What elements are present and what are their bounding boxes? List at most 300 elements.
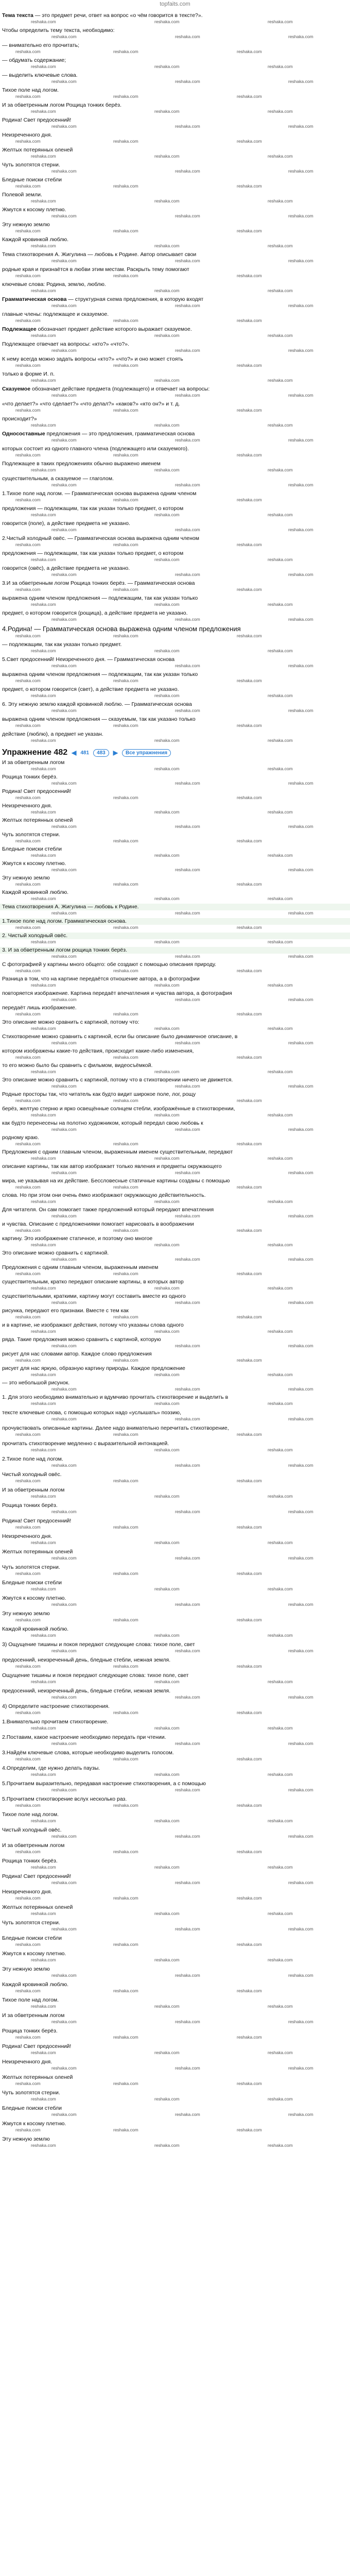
- watermark-text: reshaka.com: [15, 795, 41, 800]
- watermark-text: reshaka.com: [288, 1880, 313, 1885]
- watermark-row: [0, 1571, 350, 1580]
- watermark-text: reshaka.com: [288, 910, 313, 916]
- watermark-text: reshaka.com: [268, 1818, 293, 1823]
- watermark-text: reshaka.com: [154, 648, 180, 653]
- watermark-text: reshaka.com: [154, 1911, 180, 1916]
- watermark-text: reshaka.com: [51, 168, 77, 174]
- text-line: 5.Прочитаем стихотворение вслух несколько раз.: [2, 1796, 127, 1802]
- watermark-text: reshaka.com: [31, 602, 56, 607]
- watermark-text: reshaka.com: [31, 154, 56, 159]
- term: Односоставные: [2, 431, 45, 437]
- text-line: Тема стихотворения А. Жигулина — любовь к Родине.: [0, 904, 350, 910]
- watermark-text: reshaka.com: [113, 1571, 138, 1576]
- watermark-row: [0, 1926, 350, 1935]
- prev-exercise-link[interactable]: 481: [80, 750, 90, 756]
- watermark-text: reshaka.com: [51, 1787, 77, 1792]
- watermark-row: [0, 633, 350, 641]
- text-line: то его можно было бы сравнить с фильмом, видеосъёмкой.: [2, 1062, 153, 1069]
- watermark-text: reshaka.com: [288, 1926, 313, 1931]
- watermark-text: reshaka.com: [154, 1372, 180, 1377]
- watermark-text: reshaka.com: [237, 1895, 262, 1901]
- watermark-text: reshaka.com: [51, 2019, 77, 2024]
- watermark-text: reshaka.com: [31, 982, 56, 988]
- watermark-text: reshaka.com: [237, 1098, 262, 1103]
- text-line: Подлежащее отвечает на вопросы: «кто?» «что?».: [2, 341, 129, 347]
- watermark-row: [0, 1834, 350, 1842]
- watermark-text: reshaka.com: [31, 1447, 56, 1452]
- watermark-text: reshaka.com: [51, 1170, 77, 1175]
- text-line: 4.Определим, где нужно делать паузы.: [2, 1765, 100, 1771]
- watermark-text: reshaka.com: [154, 1285, 180, 1291]
- watermark-text: reshaka.com: [175, 527, 200, 532]
- watermark-text: reshaka.com: [237, 1571, 262, 1576]
- watermark-row: [0, 1818, 350, 1827]
- watermark-row: [0, 1329, 350, 1336]
- text-line: передаёт лишь изображение.: [2, 1005, 77, 1011]
- watermark-text: reshaka.com: [31, 1026, 56, 1031]
- watermark-text: reshaka.com: [237, 1228, 262, 1233]
- text-line: Предложения с одним главным членом, выраженным именем существительным, передают: [2, 1149, 233, 1155]
- watermark-text: reshaka.com: [268, 1156, 293, 1161]
- text-line: [0, 386, 350, 393]
- watermark-text: reshaka.com: [51, 213, 77, 218]
- text-line: мира, не указывая на их действие. Бессловесные статичные картины созданы с помощью: [2, 1178, 230, 1184]
- text-line: И за обветренным логом: [2, 2012, 65, 2019]
- text-line: Неизреченного дня.: [2, 132, 52, 138]
- watermark-text: reshaka.com: [288, 1416, 313, 1421]
- watermark-row: [0, 1098, 350, 1106]
- watermark-text: reshaka.com: [175, 1555, 200, 1561]
- watermark-text: reshaka.com: [237, 1011, 262, 1016]
- watermark-text: reshaka.com: [268, 1069, 293, 1074]
- text-line: [0, 12, 350, 19]
- watermark-text: reshaka.com: [31, 1242, 56, 1247]
- watermark-text: reshaka.com: [51, 1040, 77, 1045]
- watermark-text: reshaka.com: [113, 1141, 138, 1146]
- watermark-text: reshaka.com: [237, 2081, 262, 2086]
- text-line: предмет, о котором говорится (рощица), а действие предмета не указано.: [2, 610, 188, 616]
- text-line: прочитать стихотворение медленно с выразительной интонацией.: [2, 1440, 169, 1447]
- watermark-row: [0, 663, 350, 671]
- watermark-text: reshaka.com: [175, 1257, 200, 1262]
- watermark-text: reshaka.com: [154, 1586, 180, 1591]
- watermark-text: reshaka.com: [288, 393, 313, 398]
- text-line: С фотографией у картины много общего: обе создают с помощью описания природу.: [2, 961, 216, 968]
- text-line: Родина! Свет предосенний!: [2, 1518, 72, 1524]
- watermark-text: reshaka.com: [268, 467, 293, 472]
- text-line: 2.Поставим, какое настроение необходимо передать при чтении.: [2, 1734, 166, 1740]
- watermark-row: [0, 1849, 350, 1858]
- watermark-text: reshaka.com: [288, 213, 313, 218]
- watermark-text: reshaka.com: [31, 557, 56, 562]
- watermark-text: reshaka.com: [113, 49, 138, 54]
- watermark-text: reshaka.com: [175, 303, 200, 308]
- watermark-text: reshaka.com: [237, 633, 262, 638]
- watermark-row: [0, 1694, 350, 1703]
- text-line: ключевые слова: Родина, землю, люблю.: [2, 281, 106, 287]
- watermark-text: reshaka.com: [51, 954, 77, 959]
- watermark-text: reshaka.com: [288, 663, 313, 668]
- text-line: выражена одним членом предложения — сказуемым, так как указано только: [2, 716, 196, 722]
- watermark-text: reshaka.com: [51, 482, 77, 487]
- watermark-text: reshaka.com: [268, 2096, 293, 2102]
- watermark-text: reshaka.com: [15, 678, 41, 683]
- watermark-text: reshaka.com: [288, 1083, 313, 1089]
- watermark-row: [0, 1679, 350, 1688]
- definition: — структурная схема предложения, в которую входят: [66, 296, 204, 302]
- watermark-text: reshaka.com: [51, 1300, 77, 1305]
- watermark-text: reshaka.com: [288, 1127, 313, 1132]
- text-line: 2.Чистый холодный овёс. — Грамматическая основа выражена одним членом: [2, 535, 199, 541]
- watermark-row: [0, 1973, 350, 1981]
- text-line: предосенний, неизреченный день, бледные стебли, нежная земля.: [2, 1657, 171, 1663]
- watermark-text: reshaka.com: [154, 1242, 180, 1247]
- watermark-text: reshaka.com: [15, 1271, 41, 1276]
- watermark-row: [0, 2081, 350, 2090]
- watermark-text: reshaka.com: [113, 2127, 138, 2132]
- text-line: Это описание можно сравнить с картиной, потому что:: [2, 1019, 139, 1025]
- watermark-text: reshaka.com: [154, 1156, 180, 1161]
- watermark-text: reshaka.com: [288, 482, 313, 487]
- watermark-text: reshaka.com: [154, 1494, 180, 1499]
- text-line: происходит?»: [2, 416, 37, 422]
- watermark-row: [0, 2019, 350, 2028]
- watermark-text: reshaka.com: [31, 2004, 56, 2009]
- watermark-row: [0, 1416, 350, 1425]
- watermark-text: reshaka.com: [288, 34, 313, 39]
- text-line: Каждой кровинкой люблю.: [2, 1981, 69, 1988]
- text-line: существительным, а сказуемое — глаголом.: [2, 476, 114, 482]
- watermark-row: [0, 795, 350, 803]
- watermark-text: reshaka.com: [288, 1973, 313, 1978]
- watermark-row: [0, 1314, 350, 1322]
- text-line: Стихотворение можно сравнить с картиной, если бы описание было динамичное описание, в: [2, 1033, 238, 1040]
- watermark-text: reshaka.com: [154, 64, 180, 69]
- watermark-row: [0, 1633, 350, 1641]
- watermark-text: reshaka.com: [175, 824, 200, 829]
- text-line: рисует для нас яркую, образную картину природы. Каждое предложение: [2, 1365, 185, 1371]
- watermark-text: reshaka.com: [31, 1329, 56, 1334]
- text-line: Чтобы определить тему текста, необходимо:: [2, 27, 115, 33]
- watermark-text: reshaka.com: [51, 124, 77, 129]
- watermark-row: [0, 853, 350, 860]
- watermark-row: [0, 1026, 350, 1033]
- watermark-text: reshaka.com: [154, 853, 180, 858]
- watermark-text: reshaka.com: [113, 318, 138, 323]
- watermark-text: reshaka.com: [31, 1540, 56, 1545]
- watermark-text: reshaka.com: [113, 838, 138, 843]
- text-line: Полевой земли.: [2, 192, 42, 198]
- watermark-text: reshaka.com: [154, 1957, 180, 1962]
- watermark-text: reshaka.com: [175, 393, 200, 398]
- watermark-text: reshaka.com: [31, 378, 56, 383]
- watermark-text: reshaka.com: [175, 34, 200, 39]
- all-exercises-link[interactable]: Все упражнения: [122, 749, 171, 757]
- text-line: Чуть золотятся стерни.: [2, 2090, 60, 2096]
- text-line: Рощица тонких берёз.: [2, 2028, 58, 2034]
- watermark-row: [0, 838, 350, 846]
- watermark-text: reshaka.com: [154, 1401, 180, 1406]
- text-line: [0, 296, 350, 303]
- watermark-text: reshaka.com: [154, 467, 180, 472]
- text-line: Желтых потерянных оленей: [2, 147, 73, 153]
- watermark-text: reshaka.com: [15, 1664, 41, 1669]
- watermark-text: reshaka.com: [268, 1540, 293, 1545]
- watermark-row: [0, 2004, 350, 2012]
- watermark-text: reshaka.com: [268, 557, 293, 562]
- watermark-text: reshaka.com: [113, 882, 138, 887]
- watermark-row: [0, 2096, 350, 2105]
- watermark-text: reshaka.com: [288, 1300, 313, 1305]
- watermark-text: reshaka.com: [51, 34, 77, 39]
- watermark-row: [0, 1602, 350, 1611]
- text-line: Неизреченного дня.: [2, 1533, 52, 1539]
- watermark-text: reshaka.com: [113, 1055, 138, 1060]
- watermark-text: reshaka.com: [51, 1083, 77, 1089]
- watermark-text: reshaka.com: [237, 1358, 262, 1363]
- watermark-text: reshaka.com: [51, 867, 77, 872]
- text-line: «что делает?» «что сделает?» «что делал?» «каков?» «кто он?» и т. д.: [2, 401, 180, 407]
- watermark-text: reshaka.com: [175, 258, 200, 263]
- watermark-row: [0, 1741, 350, 1750]
- watermark-text: reshaka.com: [51, 348, 77, 353]
- watermark-row: [0, 693, 350, 701]
- watermark-text: reshaka.com: [288, 572, 313, 577]
- watermark-text: reshaka.com: [113, 1011, 138, 1016]
- watermark-text: reshaka.com: [15, 139, 41, 144]
- definition: — это предмет речи, ответ на вопрос «о чём говорится в тексте?».: [33, 12, 203, 19]
- watermark-row: [0, 1494, 350, 1502]
- watermark-row: [0, 183, 350, 192]
- watermark-row: [0, 1083, 350, 1091]
- text-line: И за обветренным логом: [2, 1487, 65, 1493]
- watermark-text: reshaka.com: [268, 693, 293, 698]
- watermark-row: [0, 243, 350, 251]
- watermark-row: [0, 968, 350, 976]
- watermark-row: [0, 408, 350, 416]
- watermark-text: reshaka.com: [175, 2065, 200, 2071]
- tasks-block: [0, 1394, 350, 2151]
- watermark-text: reshaka.com: [175, 1343, 200, 1348]
- watermark-text: reshaka.com: [175, 437, 200, 443]
- watermark-row: [0, 766, 350, 774]
- watermark-text: reshaka.com: [15, 1895, 41, 1901]
- watermark-text: reshaka.com: [113, 273, 138, 278]
- site-header: topfaits.com: [160, 1, 190, 7]
- definition: предложения — это предложения, грамматическая основа: [45, 431, 195, 437]
- watermark-text: reshaka.com: [175, 79, 200, 84]
- watermark-text: reshaka.com: [237, 228, 262, 233]
- watermark-row: [0, 587, 350, 595]
- watermark-text: reshaka.com: [31, 766, 56, 771]
- watermark-row: [0, 1343, 350, 1351]
- text-line: тексте ключевые слова, с помощью которых надо «услышать» поэзию,: [2, 1410, 181, 1416]
- watermark-row: [0, 997, 350, 1005]
- watermark-row: [0, 512, 350, 520]
- watermark-text: reshaka.com: [51, 1973, 77, 1978]
- watermark-text: reshaka.com: [15, 838, 41, 843]
- text-line: 5.Прочитаем выразительно, передавая настроение стихотворения, а с помощью: [2, 1781, 206, 1787]
- watermark-text: reshaka.com: [113, 1314, 138, 1319]
- watermark-text: reshaka.com: [268, 1401, 293, 1406]
- watermark-text: reshaka.com: [237, 1710, 262, 1715]
- text-line: главные члены: подлежащее и сказуемое.: [2, 311, 109, 317]
- next-arrow-icon[interactable]: ▶: [113, 749, 118, 756]
- watermark-text: reshaka.com: [113, 723, 138, 728]
- watermark-text: reshaka.com: [175, 954, 200, 959]
- watermark-text: reshaka.com: [237, 1942, 262, 1947]
- watermark-text: reshaka.com: [113, 183, 138, 189]
- watermark-text: reshaka.com: [268, 1329, 293, 1334]
- watermark-text: reshaka.com: [288, 1257, 313, 1262]
- watermark-text: reshaka.com: [154, 2050, 180, 2055]
- watermark-text: reshaka.com: [154, 939, 180, 944]
- watermark-text: reshaka.com: [175, 2019, 200, 2024]
- watermark-text: reshaka.com: [288, 258, 313, 263]
- watermark-text: reshaka.com: [113, 542, 138, 547]
- watermark-row: [0, 824, 350, 832]
- watermark-text: reshaka.com: [15, 2035, 41, 2040]
- text-line: говорится (поле), а действие предмета не указано.: [2, 520, 130, 527]
- watermark-text: reshaka.com: [154, 19, 180, 24]
- prev-arrow-icon[interactable]: ◀: [72, 749, 77, 756]
- watermark-text: reshaka.com: [175, 1602, 200, 1607]
- watermark-row: [0, 213, 350, 222]
- watermark-text: reshaka.com: [268, 1242, 293, 1247]
- watermark-text: reshaka.com: [154, 333, 180, 338]
- watermark-text: reshaka.com: [237, 139, 262, 144]
- watermark-text: reshaka.com: [288, 1343, 313, 1348]
- watermark-text: reshaka.com: [15, 633, 41, 638]
- watermark-row: [0, 1358, 350, 1365]
- watermark-text: reshaka.com: [51, 1257, 77, 1262]
- watermark-row: [0, 1555, 350, 1564]
- watermark-text: reshaka.com: [15, 1617, 41, 1622]
- watermark-text: reshaka.com: [154, 1069, 180, 1074]
- text-line: 4.Родина! — Грамматическая основа выражена одним членом предложения: [2, 625, 241, 633]
- watermark-row: [0, 1664, 350, 1672]
- watermark-text: reshaka.com: [237, 925, 262, 930]
- watermark-text: reshaka.com: [31, 422, 56, 428]
- watermark-row: [0, 154, 350, 162]
- watermark-row: [0, 1199, 350, 1207]
- watermark-text: reshaka.com: [31, 1957, 56, 1962]
- watermark-text: reshaka.com: [154, 1329, 180, 1334]
- watermark-text: reshaka.com: [15, 363, 41, 368]
- watermark-text: reshaka.com: [288, 708, 313, 713]
- answer-block: [0, 759, 350, 1394]
- watermark-text: reshaka.com: [15, 1710, 41, 1715]
- text-line: Предложения с одним главным членом, выраженным именем: [2, 1264, 159, 1270]
- text-line: котором изображены какие-то действия, происходит какие-либо изменения,: [2, 1048, 194, 1054]
- watermark-row: [0, 1069, 350, 1077]
- text-line: Каждой кровинкой люблю.: [2, 236, 69, 243]
- text-line: Бледные поиски стебли: [2, 177, 62, 183]
- watermark-text: reshaka.com: [268, 19, 293, 24]
- definition: обозначает предмет действие которого выражает сказуемое.: [36, 326, 192, 332]
- watermark-text: reshaka.com: [31, 1772, 56, 1777]
- watermark-text: reshaka.com: [288, 1694, 313, 1700]
- theory-block: [0, 12, 350, 746]
- watermark-text: reshaka.com: [15, 1184, 41, 1190]
- watermark-text: reshaka.com: [51, 2112, 77, 2117]
- watermark-text: reshaka.com: [237, 1314, 262, 1319]
- watermark-row: [0, 1524, 350, 1533]
- watermark-text: reshaka.com: [175, 213, 200, 218]
- watermark-text: reshaka.com: [31, 1112, 56, 1117]
- watermark-text: reshaka.com: [175, 867, 200, 872]
- watermark-text: reshaka.com: [288, 79, 313, 84]
- watermark-text: reshaka.com: [268, 738, 293, 743]
- watermark-text: reshaka.com: [175, 168, 200, 174]
- watermark-text: reshaka.com: [15, 318, 41, 323]
- watermark-text: reshaka.com: [15, 1756, 41, 1761]
- watermark-row: [0, 437, 350, 446]
- watermark-text: reshaka.com: [51, 1416, 77, 1421]
- watermark-row: [0, 1463, 350, 1471]
- text-line: Эту нежную землю: [2, 875, 50, 881]
- watermark-row: [0, 288, 350, 296]
- watermark-row: [0, 1228, 350, 1235]
- watermark-text: reshaka.com: [268, 1679, 293, 1684]
- watermark-text: reshaka.com: [113, 1617, 138, 1622]
- watermark-row: [0, 273, 350, 281]
- watermark-row: [0, 1184, 350, 1192]
- watermark-text: reshaka.com: [268, 1725, 293, 1731]
- text-line: только в форме И. п.: [2, 371, 55, 377]
- watermark-text: reshaka.com: [154, 1865, 180, 1870]
- watermark-text: reshaka.com: [31, 853, 56, 858]
- watermark-row: [0, 867, 350, 875]
- watermark-text: reshaka.com: [154, 766, 180, 771]
- watermark-text: reshaka.com: [154, 422, 180, 428]
- watermark-row: [0, 34, 350, 42]
- next-exercise-link[interactable]: 483: [93, 749, 109, 757]
- watermark-row: [0, 925, 350, 933]
- text-line: Для читателя. Он сам помогает также предложений который передают впечатления: [2, 1207, 214, 1213]
- watermark-row: [0, 738, 350, 746]
- watermark-text: reshaka.com: [175, 572, 200, 577]
- text-line: Рощица тонких берёз.: [2, 1858, 58, 1864]
- watermark-text: reshaka.com: [154, 1818, 180, 1823]
- watermark-text: reshaka.com: [237, 452, 262, 457]
- watermark-text: reshaka.com: [31, 2050, 56, 2055]
- watermark-text: reshaka.com: [288, 1555, 313, 1561]
- text-line: 1. Для этого необходимо внимательно и вдумчиво прочитать стихотворение и выделить в: [2, 1394, 229, 1400]
- watermark-row: [0, 982, 350, 990]
- watermark-row: [0, 781, 350, 788]
- watermark-text: reshaka.com: [154, 512, 180, 517]
- watermark-text: reshaka.com: [15, 408, 41, 413]
- watermark-row: [0, 139, 350, 147]
- text-line: и в картине, не изображают действия, потому что указаны слова одного: [2, 1322, 184, 1328]
- watermark-text: reshaka.com: [268, 422, 293, 428]
- watermark-text: reshaka.com: [268, 1911, 293, 1916]
- watermark-text: reshaka.com: [31, 1372, 56, 1377]
- watermark-text: reshaka.com: [237, 795, 262, 800]
- watermark-row: [0, 2065, 350, 2074]
- watermark-text: reshaka.com: [15, 2081, 41, 2086]
- watermark-text: reshaka.com: [175, 1083, 200, 1089]
- watermark-text: reshaka.com: [237, 408, 262, 413]
- watermark-text: reshaka.com: [288, 1648, 313, 1653]
- watermark-row: [0, 378, 350, 386]
- watermark-row: [0, 124, 350, 132]
- exercise-nav: [0, 747, 350, 758]
- watermark-text: reshaka.com: [15, 1358, 41, 1363]
- watermark-row: [0, 228, 350, 236]
- watermark-text: reshaka.com: [113, 1228, 138, 1233]
